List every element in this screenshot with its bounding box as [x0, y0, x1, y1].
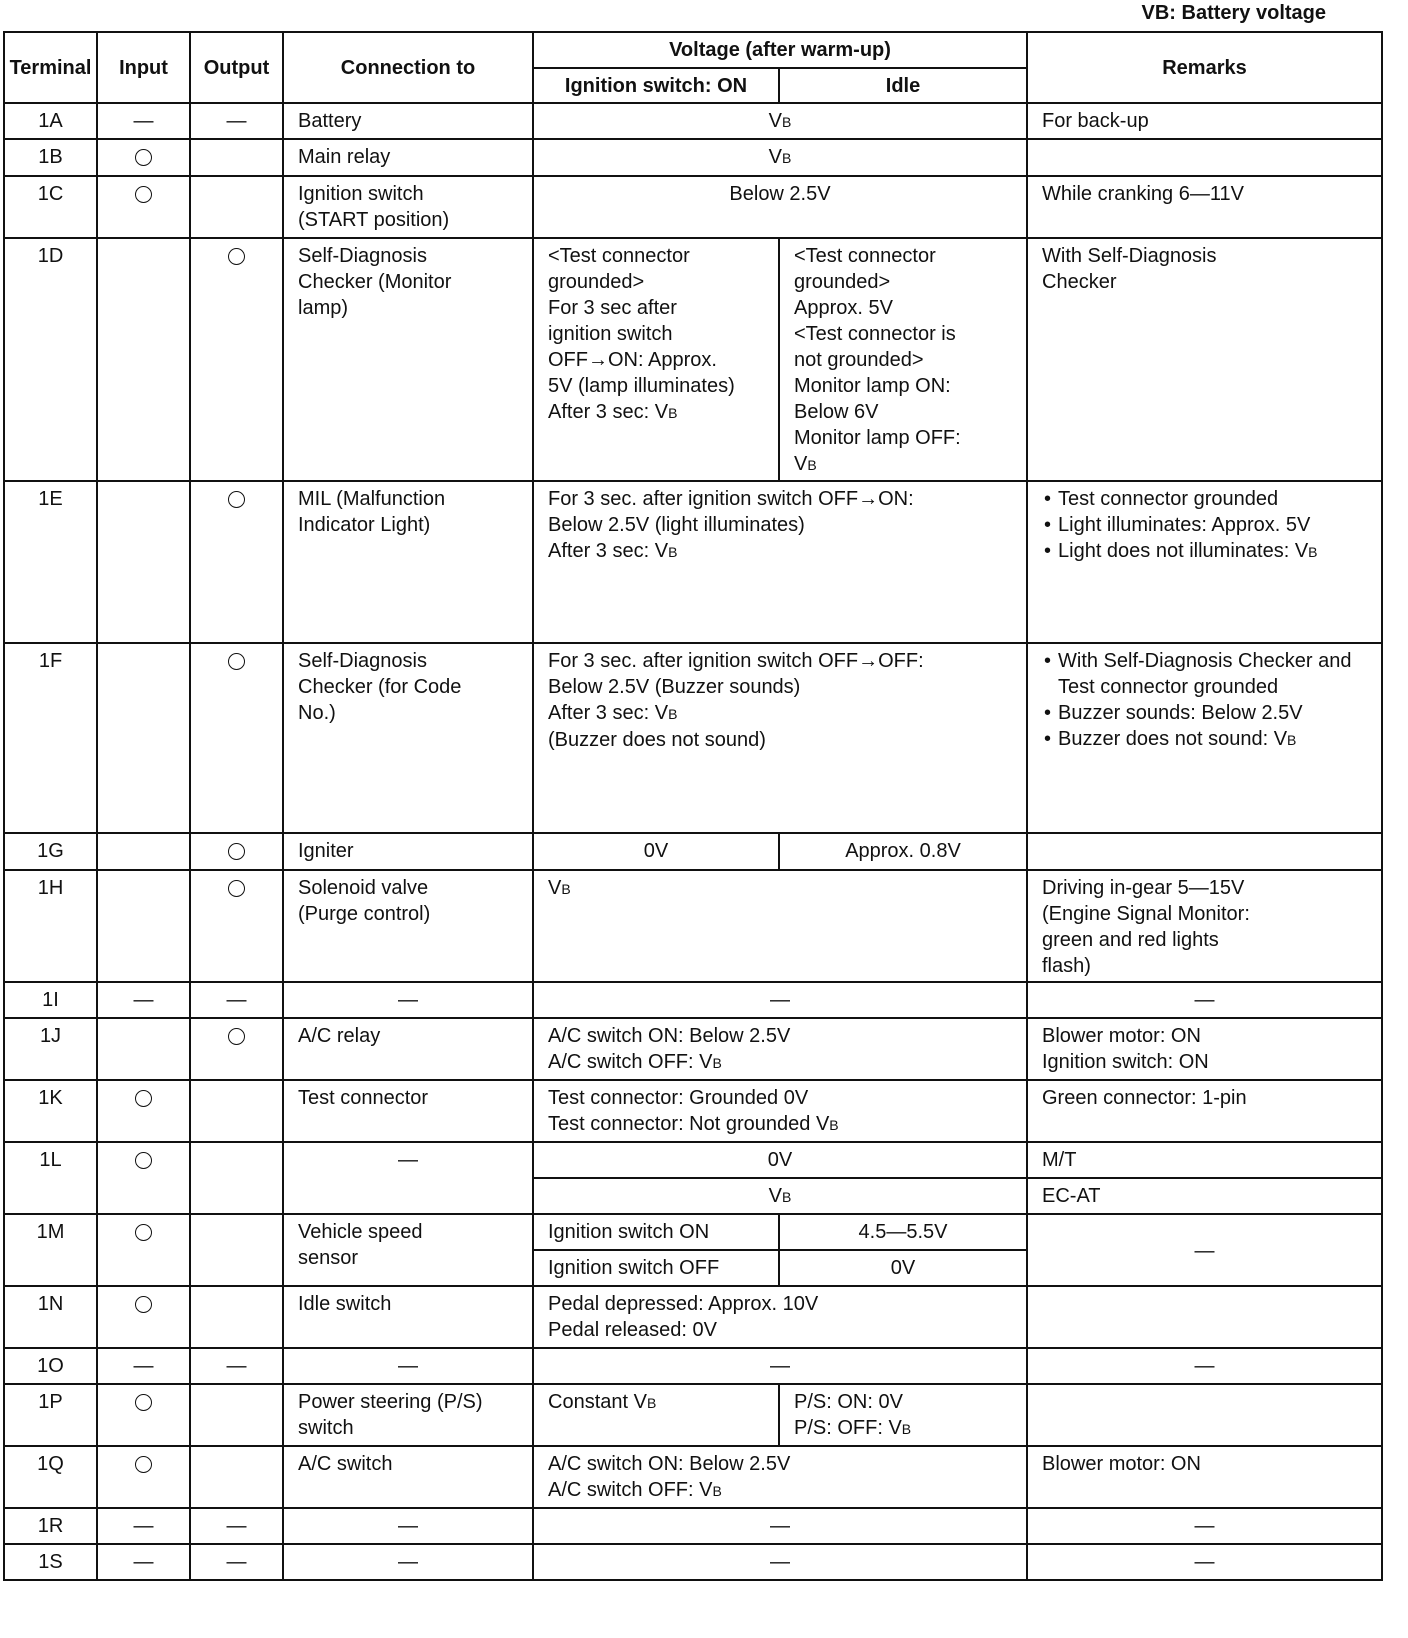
terminal-cell: 1P [4, 1384, 97, 1446]
connection-cell: Vehicle speed sensor [283, 1214, 533, 1286]
table-row [4, 1544, 1382, 1580]
output-cell [190, 481, 283, 643]
ignition-on-cell [533, 238, 779, 481]
voltage-value: Test connector: Grounded 0V Test connector: Not grounded VB [548, 1087, 839, 1135]
voltage-cell: Below 2.5V [533, 176, 1027, 238]
output-cell: — [190, 1348, 283, 1384]
output-marker-icon [228, 491, 245, 508]
input-marker-icon [135, 149, 152, 166]
voltage-cell [533, 103, 1027, 139]
output-cell [190, 643, 283, 833]
connection-cell: — [283, 1508, 533, 1544]
remarks-cell: — [1027, 1544, 1382, 1580]
voltage-value: P/S: ON: 0V P/S: OFF: VB [794, 1391, 912, 1439]
terminal-cell: 1M [4, 1214, 97, 1286]
input-cell [97, 1214, 190, 1286]
idle-cell: 4.5—5.5V [779, 1214, 1027, 1250]
output-cell [190, 1286, 283, 1348]
header-output: Output [190, 32, 283, 103]
remarks-cell: — [1027, 1348, 1382, 1384]
remarks-cell [1027, 139, 1382, 176]
remarks-cell [1027, 481, 1382, 643]
output-cell [190, 1214, 283, 1286]
voltage-cell [533, 1178, 1027, 1214]
connection-cell: Idle switch [283, 1286, 533, 1348]
ignition-on-cell: 0V [533, 833, 779, 870]
voltage-cell: — [533, 982, 1027, 1018]
output-cell [190, 1384, 283, 1446]
input-marker-icon [135, 1152, 152, 1169]
table-row [4, 481, 1382, 643]
remarks-cell: EC-AT [1027, 1178, 1382, 1214]
remarks-cell: Blower motor: ON [1027, 1446, 1382, 1508]
connection-cell: MIL (Malfunction Indicator Light) [283, 481, 533, 643]
remark-item [1058, 726, 1373, 753]
terminal-cell: 1I [4, 982, 97, 1018]
input-cell [97, 176, 190, 238]
input-cell [97, 238, 190, 481]
table-row [4, 1286, 1382, 1348]
connection-cell: Main relay [283, 139, 533, 176]
output-cell [190, 176, 283, 238]
output-cell: — [190, 103, 283, 139]
output-cell: — [190, 1508, 283, 1544]
table-row [4, 176, 1382, 238]
remarks-cell: Green connector: 1-pin [1027, 1080, 1382, 1142]
input-cell [97, 643, 190, 833]
voltage-cell [533, 643, 1027, 833]
remark-text: Test connector grounded [1058, 488, 1279, 510]
terminal-cell: 1Q [4, 1446, 97, 1508]
battery-voltage-note: VB: Battery voltage [1141, 2, 1326, 24]
table-row [4, 139, 1382, 176]
voltage-value: <Test connector grounded> Approx. 5V <Test connector is not grounded> Monitor lamp ON: Below 6V Monitor lamp OFF: VB [794, 245, 961, 475]
voltage-value: A/C switch ON: Below 2.5V A/C switch OFF: VB [548, 1453, 791, 1501]
output-cell [190, 139, 283, 176]
idle-cell: Approx. 0.8V [779, 833, 1027, 870]
remarks-cell: With Self-Diagnosis Checker [1027, 238, 1382, 481]
idle-cell [779, 238, 1027, 481]
terminal-cell: 1G [4, 833, 97, 870]
terminal-cell: 1E [4, 481, 97, 643]
table-row [4, 1080, 1382, 1142]
table-row [4, 1446, 1382, 1508]
remarks-cell: While cranking 6—11V [1027, 176, 1382, 238]
remark-text: Light illuminates: Approx. 5V [1058, 514, 1311, 536]
voltage-value: VB [768, 1185, 792, 1207]
header-input: Input [97, 32, 190, 103]
voltage-value: VB [768, 146, 792, 168]
remark-text: Buzzer sounds: Below 2.5V [1058, 702, 1303, 724]
remark-item [1058, 648, 1373, 700]
output-marker-icon [228, 880, 245, 897]
voltage-cell: — [533, 1508, 1027, 1544]
remark-item [1058, 700, 1373, 726]
input-cell [97, 1384, 190, 1446]
input-cell: — [97, 1508, 190, 1544]
input-cell [97, 139, 190, 176]
table-row [4, 833, 1382, 870]
header-terminal: Terminal [4, 32, 97, 103]
remarks-cell: Driving in-gear 5—15V (Engine Signal Monitor: green and red lights flash) [1027, 870, 1382, 982]
input-marker-icon [135, 1090, 152, 1107]
voltage-value: For 3 sec. after ignition switch OFF→OFF: Below 2.5V (Buzzer sounds) After 3 sec: VB (Buzzer does not sound) [548, 650, 924, 751]
output-cell [190, 1080, 283, 1142]
condition-cell: Ignition switch OFF [533, 1250, 779, 1286]
connection-cell: A/C relay [283, 1018, 533, 1080]
ignition-on-cell [533, 1384, 779, 1446]
terminal-cell: 1J [4, 1018, 97, 1080]
terminal-cell: 1N [4, 1286, 97, 1348]
voltage-cell: Pedal depressed: Approx. 10V Pedal released: 0V [533, 1286, 1027, 1348]
table-row [4, 982, 1382, 1018]
remarks-cell [1027, 1384, 1382, 1446]
header-voltage: Voltage (after warm-up) [533, 32, 1027, 68]
voltage-cell [533, 870, 1027, 982]
terminal-cell: 1H [4, 870, 97, 982]
remarks-cell [1027, 1286, 1382, 1348]
voltage-value: VB [548, 877, 571, 899]
voltage-cell: — [533, 1348, 1027, 1384]
input-cell: — [97, 982, 190, 1018]
terminal-cell: 1K [4, 1080, 97, 1142]
table-row [4, 1384, 1382, 1446]
input-cell: — [97, 1544, 190, 1580]
idle-cell [779, 1384, 1027, 1446]
remark-text: Light does not illuminates: VB [1058, 540, 1318, 562]
input-cell [97, 1446, 190, 1508]
connection-cell: — [283, 982, 533, 1018]
output-marker-icon [228, 1028, 245, 1045]
input-marker-icon [135, 1296, 152, 1313]
connection-cell: Solenoid valve (Purge control) [283, 870, 533, 982]
header-remarks: Remarks [1027, 32, 1382, 103]
output-cell [190, 238, 283, 481]
remarks-cell: For back-up [1027, 103, 1382, 139]
input-cell [97, 870, 190, 982]
connection-cell: Battery [283, 103, 533, 139]
output-cell: — [190, 1544, 283, 1580]
voltage-cell [533, 139, 1027, 176]
table-row [4, 1348, 1382, 1384]
input-cell: — [97, 1348, 190, 1384]
remarks-cell: — [1027, 982, 1382, 1018]
connection-cell: Igniter [283, 833, 533, 870]
voltage-cell [533, 1446, 1027, 1508]
connection-cell: — [283, 1348, 533, 1384]
connection-cell: Test connector [283, 1080, 533, 1142]
table-row [4, 1018, 1382, 1080]
output-marker-icon [228, 248, 245, 265]
voltage-value: VB [768, 110, 792, 132]
table-row [4, 103, 1382, 139]
voltage-cell [533, 1080, 1027, 1142]
input-cell [97, 1018, 190, 1080]
table-row [4, 643, 1382, 833]
remarks-cell: — [1027, 1214, 1382, 1286]
terminal-cell: 1R [4, 1508, 97, 1544]
connection-cell: Self-Diagnosis Checker (Monitor lamp) [283, 238, 533, 481]
header-idle: Idle [779, 68, 1027, 103]
connection-cell: Self-Diagnosis Checker (for Code No.) [283, 643, 533, 833]
input-marker-icon [135, 1394, 152, 1411]
connection-cell: Power steering (P/S) switch [283, 1384, 533, 1446]
remark-item [1058, 512, 1373, 538]
remarks-cell: — [1027, 1508, 1382, 1544]
voltage-cell: — [533, 1544, 1027, 1580]
remarks-cell [1027, 643, 1382, 833]
terminal-cell: 1L [4, 1142, 97, 1214]
input-marker-icon [135, 1224, 152, 1241]
table-row [4, 870, 1382, 982]
voltage-cell [533, 1018, 1027, 1080]
terminal-cell: 1O [4, 1348, 97, 1384]
idle-cell: 0V [779, 1250, 1027, 1286]
terminal-cell: 1F [4, 643, 97, 833]
terminal-cell: 1B [4, 139, 97, 176]
remarks-cell: M/T [1027, 1142, 1382, 1178]
ecu-terminal-table [3, 31, 1383, 1581]
output-marker-icon [228, 653, 245, 670]
voltage-cell [533, 481, 1027, 643]
connection-cell: — [283, 1142, 533, 1214]
terminal-cell: 1S [4, 1544, 97, 1580]
input-cell: — [97, 103, 190, 139]
output-cell [190, 870, 283, 982]
voltage-value: For 3 sec. after ignition switch OFF→ON: Below 2.5V (light illuminates) After 3 sec: VB [548, 488, 914, 562]
output-cell [190, 1142, 283, 1214]
output-cell [190, 1446, 283, 1508]
terminal-cell: 1C [4, 176, 97, 238]
input-cell [97, 833, 190, 870]
input-cell [97, 481, 190, 643]
remarks-cell [1027, 833, 1382, 870]
table-row [4, 1142, 1382, 1178]
terminal-cell: 1D [4, 238, 97, 481]
input-cell [97, 1080, 190, 1142]
voltage-cell: 0V [533, 1142, 1027, 1178]
connection-cell: Ignition switch (START position) [283, 176, 533, 238]
remark-item [1058, 486, 1373, 512]
remark-text: Buzzer does not sound: VB [1058, 728, 1297, 750]
table-row [4, 238, 1382, 481]
input-marker-icon [135, 1456, 152, 1473]
table-row [4, 1214, 1382, 1250]
table-row [4, 1508, 1382, 1544]
connection-cell: — [283, 1544, 533, 1580]
input-cell [97, 1286, 190, 1348]
output-cell [190, 1018, 283, 1080]
header-ignition-on: Ignition switch: ON [533, 68, 779, 103]
header-connection: Connection to [283, 32, 533, 103]
input-cell [97, 1142, 190, 1214]
remarks-cell: Blower motor: ON Ignition switch: ON [1027, 1018, 1382, 1080]
remark-item [1058, 538, 1373, 565]
output-cell: — [190, 982, 283, 1018]
voltage-value: A/C switch ON: Below 2.5V A/C switch OFF: VB [548, 1025, 791, 1073]
remark-text: With Self-Diagnosis Checker and Test connector grounded [1058, 650, 1352, 698]
input-marker-icon [135, 186, 152, 203]
condition-cell: Ignition switch ON [533, 1214, 779, 1250]
output-cell [190, 833, 283, 870]
terminal-cell: 1A [4, 103, 97, 139]
voltage-value: Constant VB [548, 1391, 657, 1413]
connection-cell: A/C switch [283, 1446, 533, 1508]
output-marker-icon [228, 843, 245, 860]
voltage-value: <Test connector grounded> For 3 sec after ignition switch OFF→ON: Approx. 5V (lamp illuminates) After 3 sec: VB [548, 245, 735, 423]
